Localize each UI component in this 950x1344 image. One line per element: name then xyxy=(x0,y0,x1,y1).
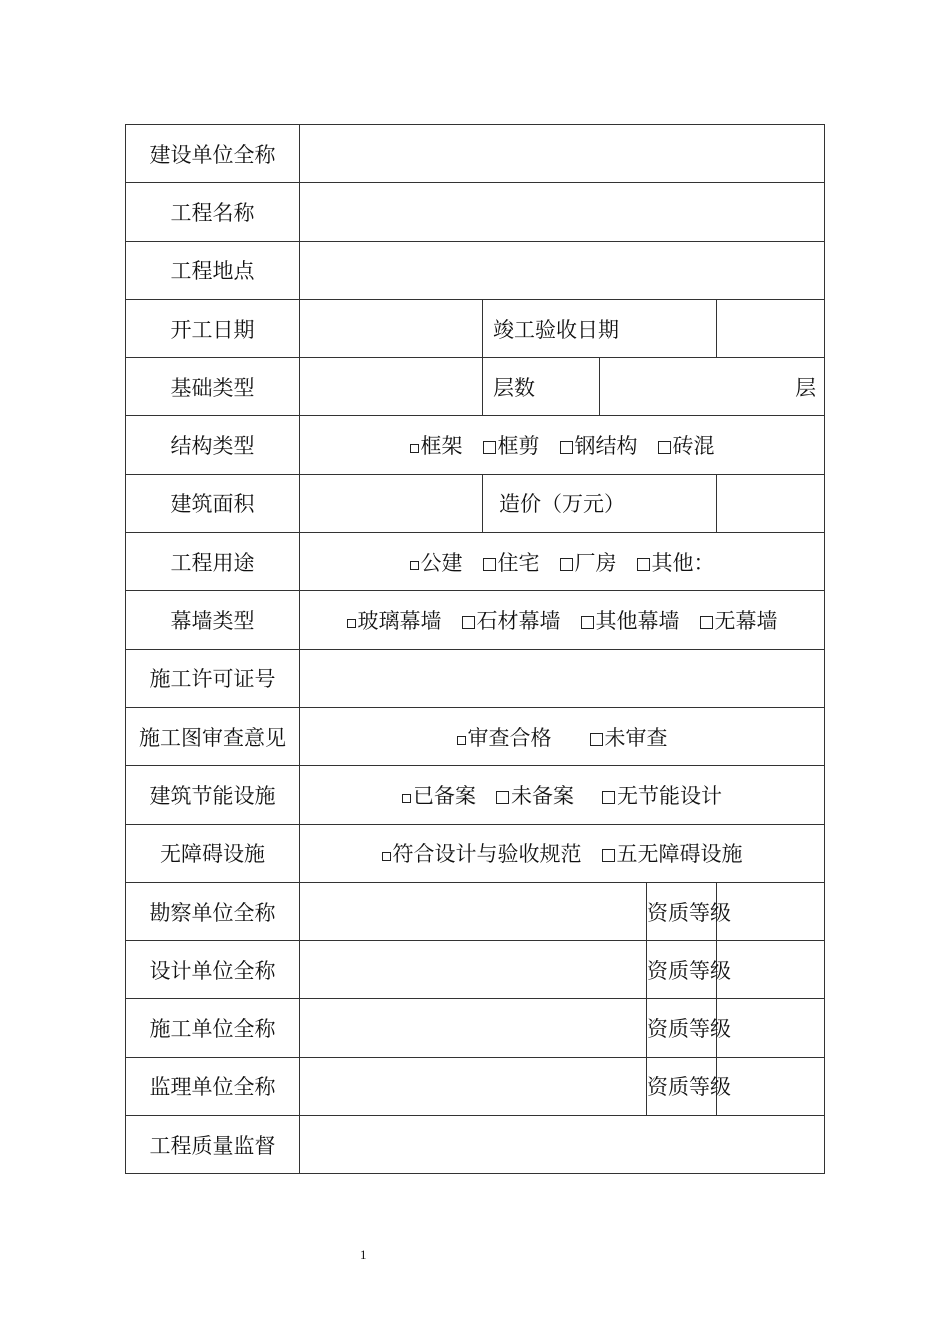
accessibility-label: 无障碍设施 xyxy=(126,824,300,882)
row-survey xyxy=(126,882,825,940)
row-accessibility xyxy=(126,824,825,882)
project-site-label: 工程地点 xyxy=(126,241,300,299)
building-area-label: 建筑面积 xyxy=(126,474,300,532)
design-unit-label: 设计单位全称 xyxy=(126,941,300,999)
energy-option-no-design[interactable]: 无节能设计 xyxy=(602,780,722,810)
checkbox-icon xyxy=(560,441,573,454)
foundation-type-label: 基础类型 xyxy=(126,358,300,416)
row-project-name xyxy=(126,183,825,241)
energy-option-not-filed[interactable]: 未备案 xyxy=(496,780,574,810)
curtain-options xyxy=(300,591,825,649)
survey-unit-field[interactable] xyxy=(300,882,647,940)
checkbox-icon xyxy=(602,849,615,862)
checkbox-icon xyxy=(382,852,391,861)
project-site-field[interactable] xyxy=(300,241,825,299)
survey-unit-label: 勘察单位全称 xyxy=(126,882,300,940)
floors-field[interactable] xyxy=(600,358,825,416)
checkbox-icon xyxy=(496,791,509,804)
accessibility-option-none[interactable]: 五无障碍设施 xyxy=(602,838,743,868)
construction-unit-field[interactable] xyxy=(300,999,647,1057)
construction-qualification-label: 资质等级 xyxy=(647,999,717,1057)
checkbox-icon xyxy=(483,558,496,571)
usage-option-residential[interactable]: 住宅 xyxy=(483,547,540,577)
design-unit-field[interactable] xyxy=(300,941,647,999)
curtain-option-other[interactable]: 其他幕墙 xyxy=(581,605,680,635)
supervision-unit-field[interactable] xyxy=(300,1057,647,1115)
permit-no-field[interactable] xyxy=(300,649,825,707)
project-name-label: 工程名称 xyxy=(126,183,300,241)
start-date-label: 开工日期 xyxy=(126,299,300,357)
curtain-wall-label: 幕墙类型 xyxy=(126,591,300,649)
curtain-option-stone[interactable]: 石材幕墙 xyxy=(462,605,561,635)
construction-qualification-field[interactable] xyxy=(717,999,825,1057)
supervision-qualification-label: 资质等级 xyxy=(647,1057,717,1115)
quality-supervision-field[interactable] xyxy=(300,1116,825,1174)
usage-option-factory[interactable]: 厂房 xyxy=(560,547,617,577)
design-qualification-label: 资质等级 xyxy=(647,941,717,999)
structure-type-label: 结构类型 xyxy=(126,416,300,474)
survey-qualification-field[interactable] xyxy=(717,882,825,940)
checkbox-icon xyxy=(637,558,650,571)
energy-option-filed[interactable]: 已备案 xyxy=(402,780,476,810)
design-qualification-field[interactable] xyxy=(717,941,825,999)
review-options xyxy=(300,707,825,765)
row-review xyxy=(126,707,825,765)
accessibility-option-compliant[interactable]: 符合设计与验收规范 xyxy=(382,838,582,868)
checkbox-icon xyxy=(483,441,496,454)
structure-option-masonry[interactable]: 砖混 xyxy=(658,430,715,460)
completion-date-label: 竣工验收日期 xyxy=(483,299,717,357)
floors-unit: 层 xyxy=(795,375,817,400)
usage-option-public[interactable]: 公建 xyxy=(410,547,463,577)
row-usage xyxy=(126,533,825,591)
foundation-type-field[interactable] xyxy=(300,358,483,416)
structure-option-steel[interactable]: 钢结构 xyxy=(560,430,638,460)
permit-no-label: 施工许可证号 xyxy=(126,649,300,707)
energy-options xyxy=(300,766,825,824)
row-owner xyxy=(126,125,825,183)
completion-date-field[interactable] xyxy=(717,299,825,357)
cost-field[interactable] xyxy=(717,474,825,532)
supervision-unit-label: 监理单位全称 xyxy=(126,1057,300,1115)
usage-options xyxy=(300,533,825,591)
row-design xyxy=(126,941,825,999)
checkbox-icon xyxy=(347,619,356,628)
curtain-option-none[interactable]: 无幕墙 xyxy=(700,605,778,635)
row-permit xyxy=(126,649,825,707)
row-foundation xyxy=(126,358,825,416)
row-curtain xyxy=(126,591,825,649)
checkbox-icon xyxy=(402,794,411,803)
page-number: 1 xyxy=(360,1247,367,1262)
row-construction xyxy=(126,999,825,1057)
supervision-qualification-field[interactable] xyxy=(717,1057,825,1115)
review-option-not-reviewed[interactable]: 未审查 xyxy=(590,722,668,752)
checkbox-icon xyxy=(590,733,603,746)
row-structure xyxy=(126,416,825,474)
row-dates xyxy=(126,299,825,357)
checkbox-icon xyxy=(560,558,573,571)
construction-unit-label: 施工单位全称 xyxy=(126,999,300,1057)
checkbox-icon xyxy=(410,561,419,570)
start-date-field[interactable] xyxy=(300,299,483,357)
building-area-field[interactable] xyxy=(300,474,483,532)
checkbox-icon xyxy=(658,441,671,454)
review-option-passed[interactable]: 审查合格 xyxy=(457,722,552,752)
checkbox-icon xyxy=(410,444,419,453)
row-area xyxy=(126,474,825,532)
floors-label: 层数 xyxy=(483,358,600,416)
curtain-option-glass[interactable]: 玻璃幕墙 xyxy=(347,605,442,635)
checkbox-icon xyxy=(602,791,615,804)
checkbox-icon xyxy=(581,616,594,629)
project-name-field[interactable] xyxy=(300,183,825,241)
owner-label: 建设单位全称 xyxy=(126,125,300,183)
structure-option-frame-shear[interactable]: 框剪 xyxy=(483,430,540,460)
row-energy xyxy=(126,766,825,824)
drawing-review-label: 施工图审查意见 xyxy=(126,707,300,765)
row-supervision xyxy=(126,1057,825,1115)
checkbox-icon xyxy=(457,736,466,745)
structure-option-frame[interactable]: 框架 xyxy=(410,430,463,460)
energy-label: 建筑节能设施 xyxy=(126,766,300,824)
usage-option-other[interactable]: 其他： xyxy=(637,547,715,577)
accessibility-options xyxy=(300,824,825,882)
checkbox-icon xyxy=(700,616,713,629)
checkbox-icon xyxy=(462,616,475,629)
survey-qualification-label: 资质等级 xyxy=(647,882,717,940)
row-quality-supervision xyxy=(126,1116,825,1174)
quality-supervision-label: 工程质量监督 xyxy=(126,1116,300,1174)
row-project-site xyxy=(126,241,825,299)
cost-label: 造价（万元） xyxy=(483,474,717,532)
project-info-form xyxy=(125,124,825,1174)
usage-label: 工程用途 xyxy=(126,533,300,591)
structure-options xyxy=(300,416,825,474)
owner-field[interactable] xyxy=(300,125,825,183)
